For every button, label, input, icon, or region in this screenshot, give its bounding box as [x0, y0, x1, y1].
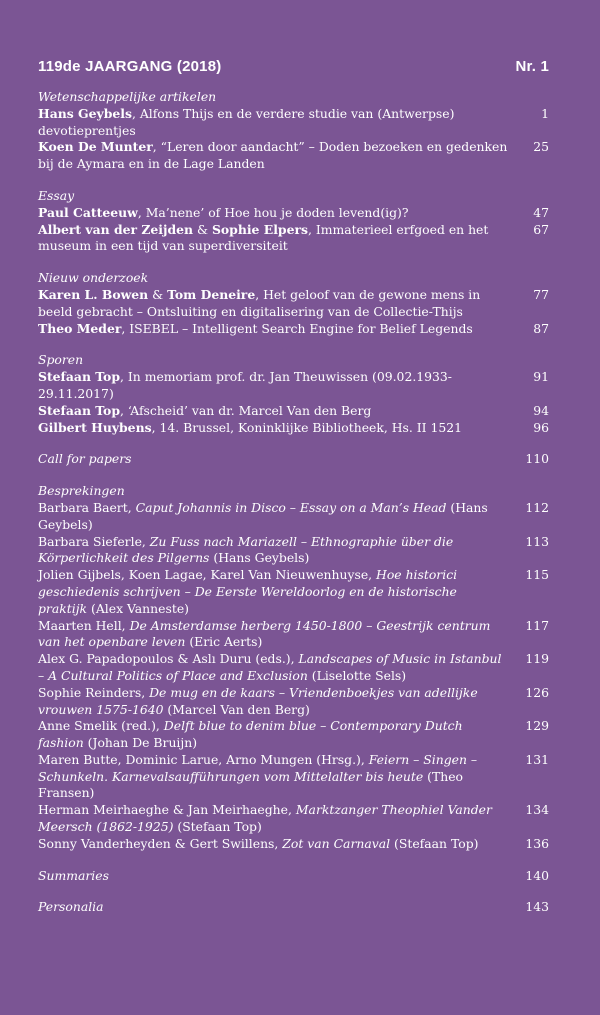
entry-title-italic: Personalia — [38, 899, 104, 915]
entry-page-number: 134 — [525, 802, 549, 818]
entry-text-run: (Stefaan Top) — [173, 819, 262, 835]
toc-entry[interactable] — [38, 618, 549, 652]
toc-entry[interactable] — [38, 899, 549, 916]
entry-page-number: 126 — [525, 684, 549, 700]
entry-text — [38, 451, 523, 468]
table-of-contents — [38, 58, 549, 931]
toc-entry[interactable] — [38, 802, 549, 836]
entry-text-run: , ISEBEL – Intelligent Search Engine for Belief Legends — [121, 320, 473, 336]
entry-text-run: Jolien Gijbels, Koen Lagae, Karel Van Nieuwenhuyse, — [38, 567, 377, 583]
toc-sections — [38, 89, 549, 916]
entry-page-number: 67 — [533, 221, 549, 237]
entry-text — [38, 222, 523, 256]
entry-text-run: (Stefaan Top) — [390, 835, 479, 851]
entry-author: Koen De Munter — [38, 139, 153, 155]
toc-entry[interactable] — [38, 685, 549, 719]
entry-text — [38, 718, 523, 752]
entry-title-italic: Delft blue to denim blue – Contemporary Dutch fashion — [38, 718, 463, 751]
entry-text-run: (Hans Geybels) — [209, 550, 310, 566]
entry-title-italic: Zu Fuss nach Mariazell – Ethnographie über die Körperlichkeit des Pilgerns — [38, 533, 454, 566]
section-title: Essay — [38, 187, 75, 203]
entry-page-number: 140 — [525, 867, 549, 883]
toc-entry[interactable] — [38, 369, 549, 403]
entry-author: Albert van der Zeijden — [38, 221, 194, 237]
toc-entry[interactable] — [38, 534, 549, 568]
entry-text — [38, 752, 523, 802]
toc-entry[interactable] — [38, 403, 549, 420]
entry-author: Paul Catteeuw — [38, 204, 138, 220]
toc-entry[interactable] — [38, 106, 549, 140]
entry-page-number: 117 — [525, 617, 549, 633]
entry-author: Stefaan Top — [38, 369, 120, 385]
entry-text-run: Maren Butte, Dominic Larue, Arno Mungen (Hrsg.), — [38, 751, 369, 767]
entry-title-italic: Caput Johannis in Disco – Essay on a Man’s Head — [135, 499, 447, 515]
entry-author: Sophie Elpers — [211, 221, 308, 237]
entry-author: Gilbert Huybens — [38, 419, 152, 435]
entry-text — [38, 868, 523, 885]
entry-page-number: 131 — [525, 751, 549, 767]
section-title: Besprekingen — [38, 483, 125, 499]
entry-text — [38, 651, 523, 685]
entry-text-run: Barbara Sieferle, — [38, 533, 150, 549]
entry-title-italic: De Amsterdamse herberg 1450-1800 – Geestrijk centrum van het openbare leven — [38, 617, 491, 650]
volume-title: 119de JAARGANG (2018) — [38, 58, 222, 75]
entry-page-number: 1 — [541, 105, 549, 121]
entry-title-italic: Hoe historici geschiedenis schrijven – De Eerste Wereldoorlog en de historische praktijk — [38, 567, 458, 616]
entry-page-number: 143 — [525, 899, 549, 915]
entry-title-italic: Landscapes of Music in Istanbul – A Cultural Politics of Place and Exclusion — [38, 651, 502, 683]
entry-text — [38, 899, 523, 916]
entry-page-number: 136 — [525, 835, 549, 851]
entry-text — [38, 836, 523, 853]
entry-text-run: , Immaterieel erfgoed en het museum in een tijd van superdiversiteit — [38, 221, 489, 254]
entry-text-run: Maarten Hell, — [38, 617, 130, 633]
entry-author: Tom Deneire — [167, 286, 256, 302]
entry-text — [38, 618, 523, 652]
toc-entry[interactable] — [38, 205, 549, 222]
entry-text — [38, 403, 523, 420]
entry-page-number: 112 — [525, 499, 549, 515]
entry-title-italic: Summaries — [38, 867, 109, 883]
section-title: Sporen — [38, 352, 84, 368]
entry-page-number: 110 — [525, 451, 549, 467]
entry-page-number: 25 — [533, 139, 549, 155]
entry-title-italic: Feiern – Singen – Schunkeln. Karnevalsaufführungen vom Mittelalter bis heute — [38, 751, 478, 784]
entry-page-number: 77 — [533, 286, 549, 302]
entry-text-run: (Marcel Van den Berg) — [163, 701, 310, 717]
entry-text-run: (Theo Fransen) — [38, 768, 463, 801]
entry-text — [38, 500, 523, 534]
entry-text-run: , Alfons Thijs en de verdere studie van (Antwerpse) devotieprentjes — [38, 105, 455, 138]
entry-text — [38, 369, 523, 403]
entry-page-number: 115 — [525, 567, 549, 583]
issue-number: Nr. 1 — [515, 58, 549, 75]
entry-text-run: , Ma’nene’ of Hoe hou je doden levend(ig)? — [137, 204, 409, 220]
entry-text — [38, 534, 523, 568]
entry-text — [38, 205, 523, 222]
entry-page-number: 119 — [525, 651, 549, 667]
entry-author: Karen L. Bowen — [38, 286, 149, 302]
entry-author: Hans Geybels — [38, 105, 132, 121]
entry-text-run: (Johan De Bruijn) — [83, 735, 198, 751]
entry-title-italic: De mug en de kaars – Vriendenboekjes van adellijke vrouwen 1575-1640 — [38, 684, 478, 717]
entry-text-run: & — [148, 286, 168, 302]
entry-page-number: 87 — [533, 320, 549, 336]
entry-text-run: (Liselotte Sels) — [307, 667, 407, 683]
entry-text — [38, 321, 523, 338]
entry-page-number: 94 — [533, 402, 549, 418]
entry-text-run: , “Leren door aandacht” – Doden bezoeken en gedenken bij de Aymara en in de Lage Landen — [38, 139, 508, 172]
toc-entry[interactable] — [38, 321, 549, 338]
entry-page-number: 47 — [533, 204, 549, 220]
entry-text-run: Sonny Vanderheyden & Gert Swillens, — [38, 835, 283, 851]
entry-text — [38, 420, 523, 437]
toc-section — [38, 270, 549, 337]
toc-entry[interactable] — [38, 420, 549, 437]
entry-text-run: , 14. Brussel, Koninklijke Bibliotheek, Hs. II 1521 — [151, 419, 463, 435]
toc-header — [38, 58, 549, 75]
toc-section — [38, 89, 549, 173]
entry-text — [38, 287, 523, 321]
entry-text-run: & — [193, 221, 212, 237]
toc-entry[interactable] — [38, 500, 549, 534]
toc-section — [38, 451, 549, 468]
entry-page-number: 129 — [525, 718, 549, 734]
entry-author: Stefaan Top — [38, 402, 120, 418]
entry-text-run: , Het geloof van de gewone mens in beeld gebracht – Ontsluiting en digitalisering van de Collectie-Thijs — [38, 286, 481, 319]
entry-text-run: Herman Meirhaeghe & Jan Meirhaeghe, — [38, 802, 296, 818]
toc-entry[interactable] — [38, 222, 549, 256]
toc-section — [38, 868, 549, 885]
entry-text — [38, 106, 523, 140]
toc-section — [38, 483, 549, 853]
entry-page-number: 91 — [533, 369, 549, 385]
entry-text-run: , In memoriam prof. dr. Jan Theuwissen (09.02.1933-29.11.2017) — [38, 369, 452, 401]
entry-text-run: , ‘Afscheid’ van dr. Marcel Van den Berg — [120, 402, 372, 418]
entry-text — [38, 802, 523, 836]
section-title: Nieuw onderzoek — [38, 270, 149, 286]
toc-entry[interactable] — [38, 836, 549, 853]
entry-page-number: 113 — [525, 533, 549, 549]
entry-text-run: (Alex Vanneste) — [87, 600, 189, 616]
entry-text-run: (Eric Aerts) — [185, 634, 263, 650]
entry-page-number: 96 — [533, 419, 549, 435]
toc-entry[interactable] — [38, 651, 549, 685]
toc-entry[interactable] — [38, 718, 549, 752]
entry-title-italic: Zot van Carnaval — [282, 835, 391, 851]
entry-text-run: Anne Smelik (red.), — [38, 718, 164, 734]
toc-entry[interactable] — [38, 752, 549, 802]
entry-text-run: Barbara Baert, — [38, 499, 136, 515]
toc-section — [38, 899, 549, 916]
entry-author: Theo Meder — [38, 320, 122, 336]
entry-text-run: (Hans Geybels) — [38, 499, 488, 532]
entry-title-italic: Marktzanger Theophiel Vander Meersch (1862-1925) — [38, 802, 492, 835]
entry-text — [38, 567, 523, 617]
toc-entry[interactable] — [38, 287, 549, 321]
section-title: Wetenschappelijke artikelen — [38, 89, 217, 104]
toc-entry[interactable] — [38, 567, 549, 617]
toc-section — [38, 352, 549, 436]
toc-entry[interactable] — [38, 868, 549, 885]
entry-text — [38, 685, 523, 719]
entry-title-italic: Call for papers — [38, 451, 132, 467]
toc-section — [38, 188, 549, 255]
entry-text-run: Alex G. Papadopoulos & Aslı Duru (eds.), — [38, 651, 299, 667]
toc-entry[interactable] — [38, 451, 549, 468]
entry-text — [38, 139, 523, 173]
toc-entry[interactable] — [38, 139, 549, 173]
entry-text-run: Sophie Reinders, — [38, 684, 150, 700]
